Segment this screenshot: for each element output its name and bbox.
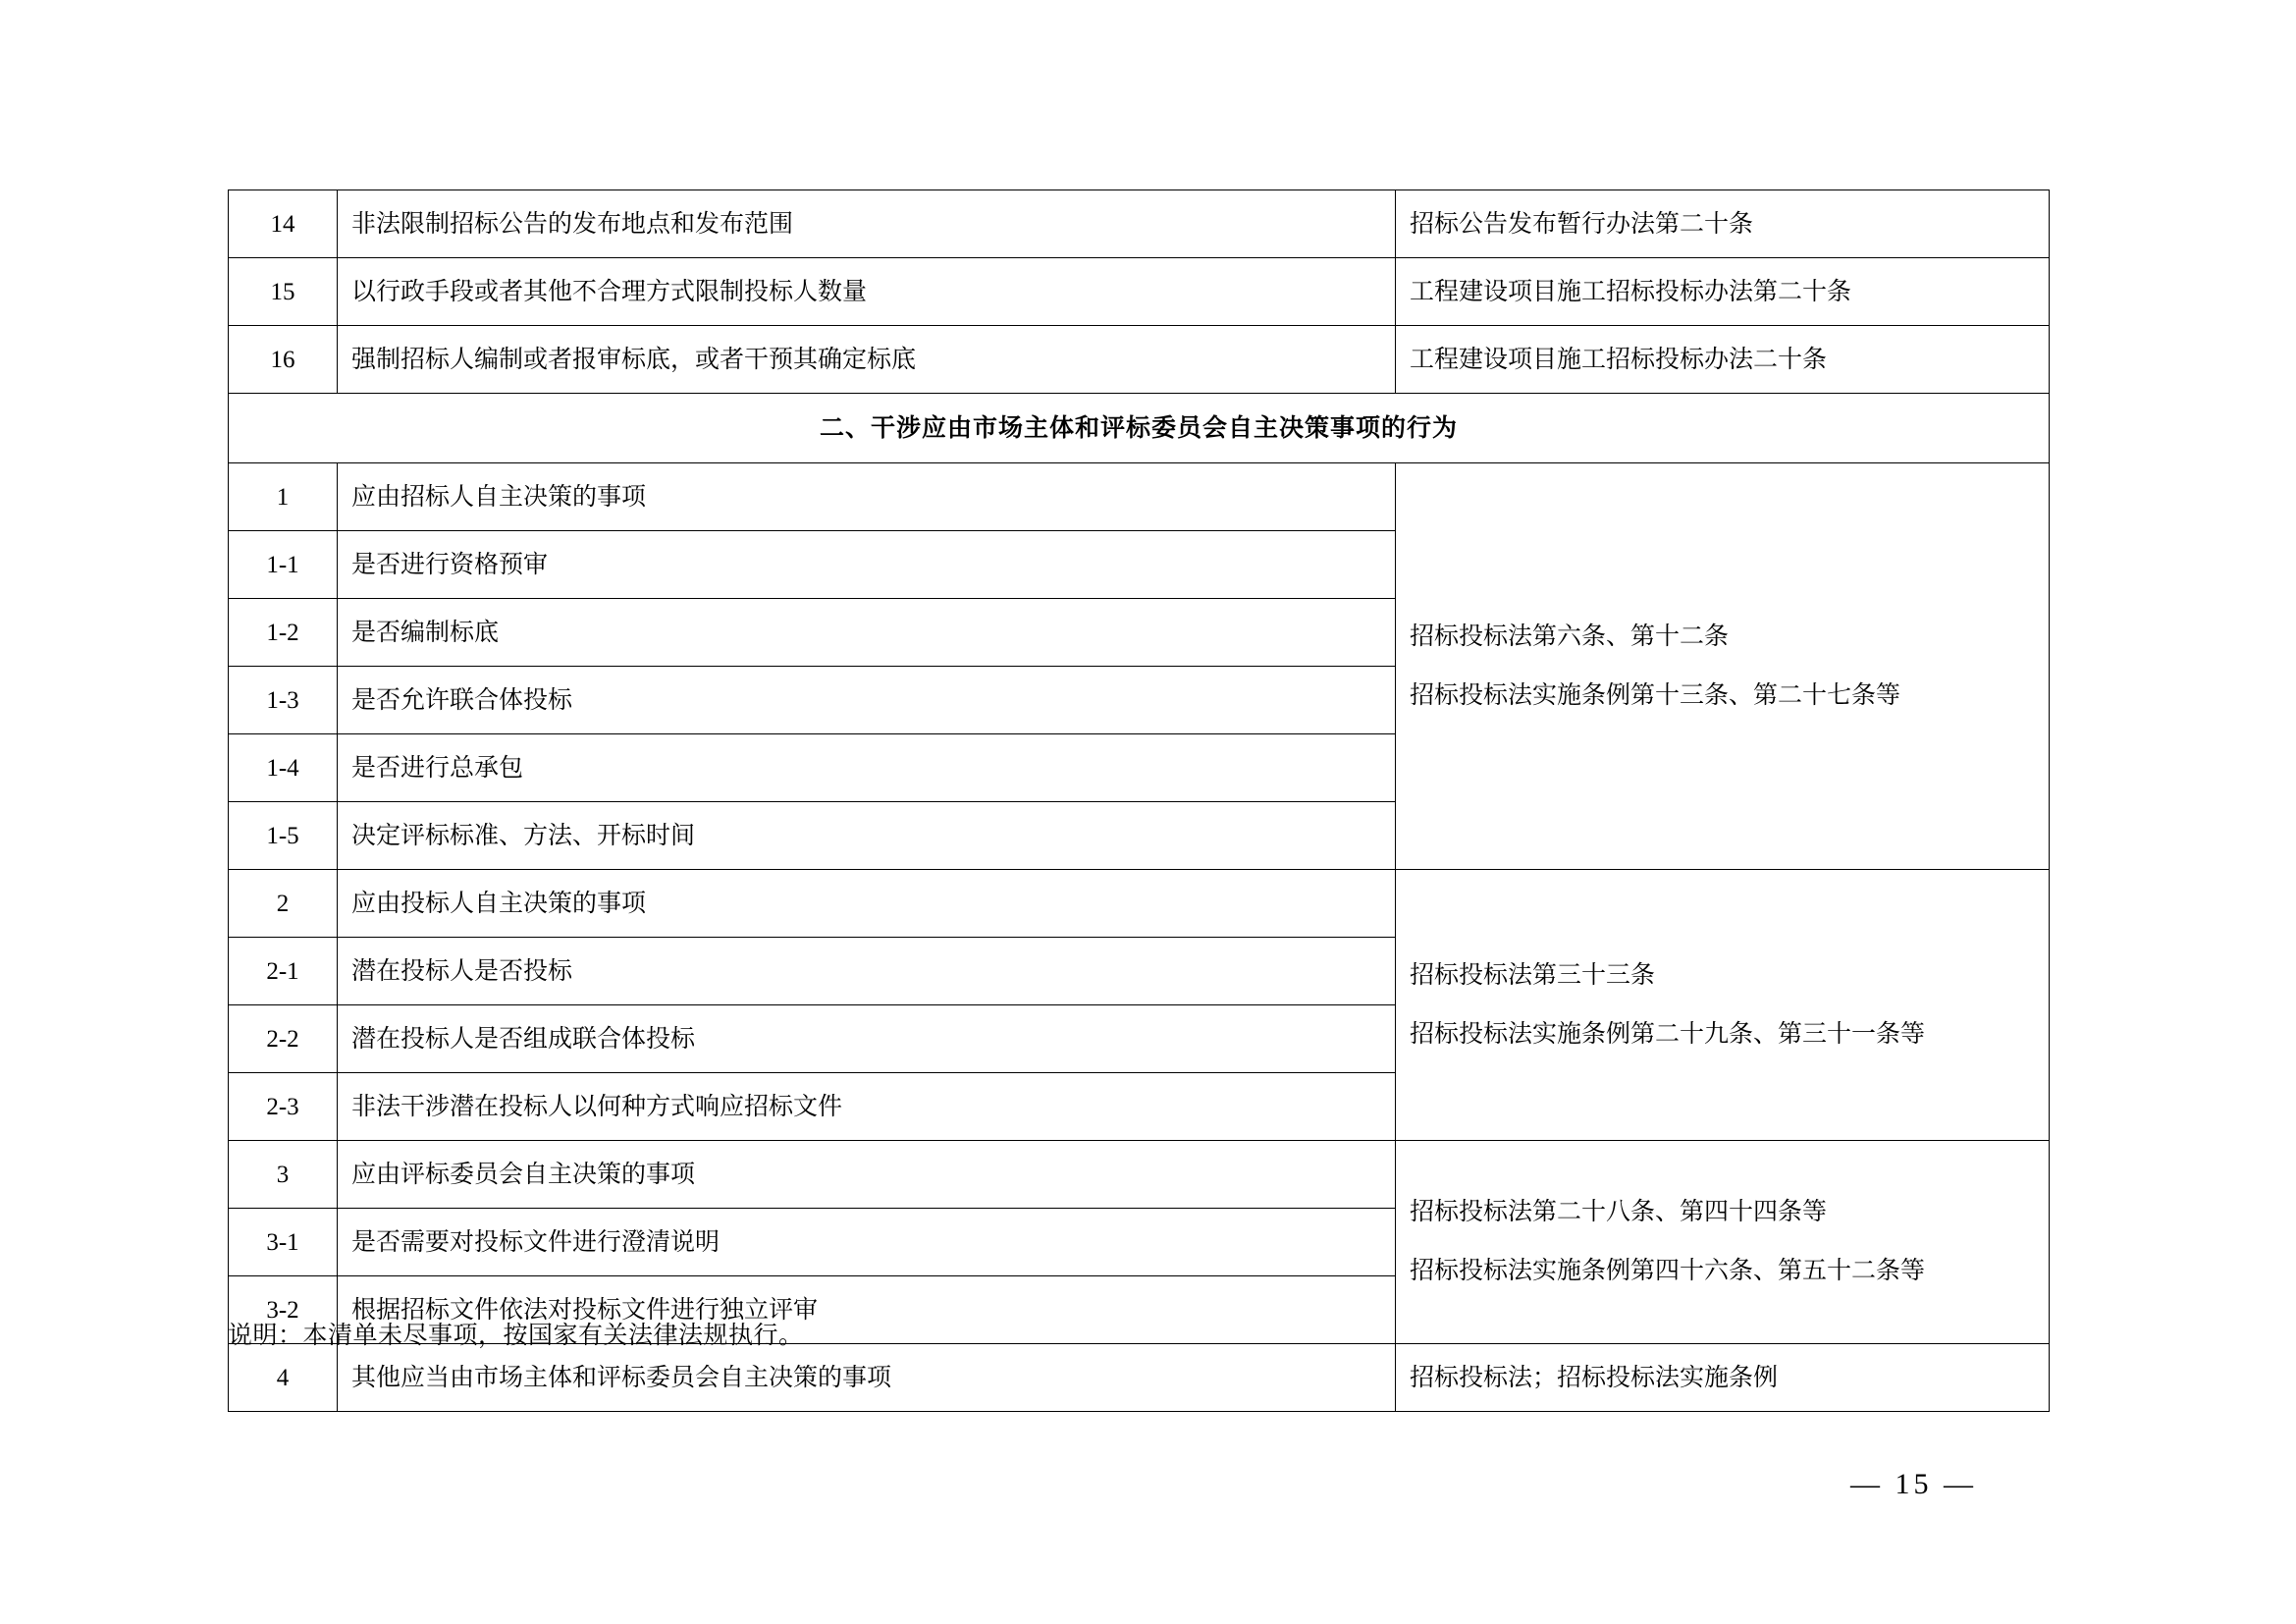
row-item: 是否需要对投标文件进行澄清说明 <box>338 1209 1396 1276</box>
row-item: 应由投标人自主决策的事项 <box>338 870 1396 938</box>
row-number: 14 <box>229 190 338 258</box>
table-row <box>229 1141 2050 1209</box>
row-law: 工程建设项目施工招标投标办法二十条 <box>1396 326 2050 394</box>
row-item: 是否允许联合体投标 <box>338 667 1396 734</box>
row-item: 根据招标文件依法对投标文件进行独立评审 <box>338 1276 1396 1344</box>
law-line: 招标投标法第三十三条 <box>1410 961 1656 989</box>
row-number: 1-3 <box>229 667 338 734</box>
row-number: 16 <box>229 326 338 394</box>
row-item: 其他应当由市场主体和评标委员会自主决策的事项 <box>338 1344 1396 1412</box>
law-line: 招标投标法第二十八条、第四十四条等 <box>1410 1199 1828 1225</box>
row-item: 以行政手段或者其他不合理方式限制投标人数量 <box>338 258 1396 326</box>
row-law: 工程建设项目施工招标投标办法第二十条 <box>1396 258 2050 326</box>
row-item: 是否进行总承包 <box>338 734 1396 802</box>
table-row <box>229 258 2050 326</box>
table-row <box>229 190 2050 258</box>
row-number: 15 <box>229 258 338 326</box>
page-number-text: — 15 — <box>1850 1468 1977 1500</box>
row-number: 3-1 <box>229 1209 338 1276</box>
row-item: 潜在投标人是否组成联合体投标 <box>338 1005 1396 1073</box>
table-row <box>229 870 2050 938</box>
table-row <box>229 463 2050 531</box>
section-heading: 二、干涉应由市场主体和评标委员会自主决策事项的行为 <box>229 394 2050 463</box>
table-row <box>229 326 2050 394</box>
row-law: 招标投标法；招标投标法实施条例 <box>1396 1344 2050 1412</box>
row-item: 非法干涉潜在投标人以何种方式响应招标文件 <box>338 1073 1396 1141</box>
row-number: 1-4 <box>229 734 338 802</box>
row-number: 2 <box>229 870 338 938</box>
regulation-table <box>228 189 2050 1412</box>
section-heading-row <box>229 394 2050 463</box>
row-item: 是否进行资格预审 <box>338 531 1396 599</box>
law-line: 招标投标法实施条例第十三条、第二十七条等 <box>1410 681 1901 709</box>
row-number: 3 <box>229 1141 338 1209</box>
law-line: 招标投标法第六条、第十二条 <box>1410 623 1730 650</box>
row-item: 非法限制招标公告的发布地点和发布范围 <box>338 190 1396 258</box>
row-item: 是否编制标底 <box>338 599 1396 667</box>
row-law: 招标公告发布暂行办法第二十条 <box>1396 190 2050 258</box>
row-item: 决定评标标准、方法、开标时间 <box>338 802 1396 870</box>
row-number: 4 <box>229 1344 338 1412</box>
table-note: 说明：本清单未尽事项，按国家有关法律法规执行。 <box>228 1323 804 1349</box>
row-item: 强制招标人编制或者报审标底，或者干预其确定标底 <box>338 326 1396 394</box>
row-law-group <box>1396 463 2050 870</box>
row-item: 应由评标委员会自主决策的事项 <box>338 1141 1396 1209</box>
row-number: 1-5 <box>229 802 338 870</box>
row-number: 1-2 <box>229 599 338 667</box>
row-law-group <box>1396 870 2050 1141</box>
row-item: 应由招标人自主决策的事项 <box>338 463 1396 531</box>
table-row <box>229 1344 2050 1412</box>
row-number: 2-1 <box>229 938 338 1005</box>
law-line: 招标投标法实施条例第二十九条、第三十一条等 <box>1410 1020 1926 1048</box>
row-number: 1 <box>229 463 338 531</box>
row-number: 3-2 <box>229 1276 338 1344</box>
page-number <box>0 1468 2296 1501</box>
row-item: 潜在投标人是否投标 <box>338 938 1396 1005</box>
law-line: 招标投标法实施条例第四十六条、第五十二条等 <box>1410 1258 1926 1284</box>
row-number: 2-3 <box>229 1073 338 1141</box>
row-number: 1-1 <box>229 531 338 599</box>
row-number: 2-2 <box>229 1005 338 1073</box>
row-law-group <box>1396 1141 2050 1344</box>
